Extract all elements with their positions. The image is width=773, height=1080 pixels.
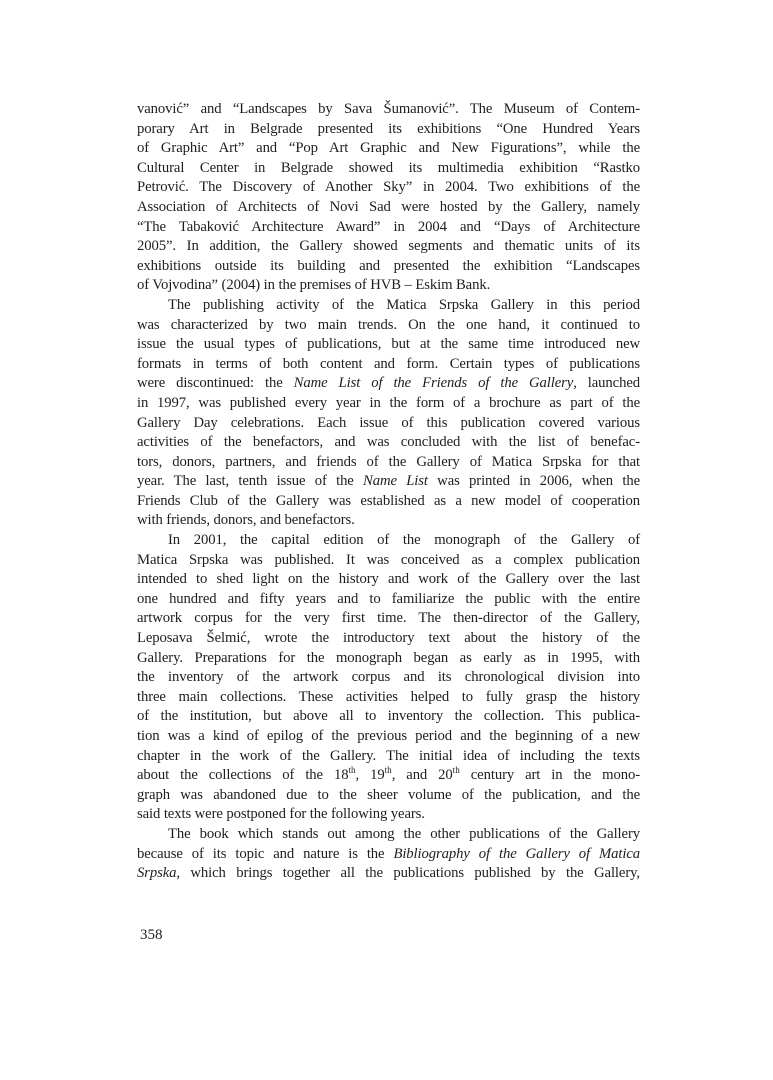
text-line [137,570,640,590]
text-segment: Gallery Day celebrations. Each issue of this publication covered various [137,414,640,431]
paragraph [137,296,640,531]
text-segment: intended to shed light on the history and work of the Gallery over the last [137,571,640,588]
text-segment: Association of Architects of Novi Sad were hosted by the Gallery, namely [137,198,640,215]
superscript-segment: th [348,765,356,776]
text-segment: of the institution, but above all to inventory the collection. This publica- [137,708,640,725]
superscript-segment: th [384,765,392,776]
text-line [137,159,640,179]
text-segment: “The Tabaković Architecture Award” in 2004 and “Days of Architecture [137,218,640,235]
text-segment: the inventory of the artwork corpus and its chronological division into [137,669,640,686]
text-line [137,276,640,296]
italic-segment: Bibliography of the Gallery of Matica [393,845,640,862]
text-line [137,825,640,845]
text-line [137,845,640,865]
text-segment: Leposava Šelmić, wrote the introductory text about the history of the [137,630,640,647]
text-segment: tion was a kind of epilog of the previous period and the beginning of a new [137,728,640,744]
text-segment: was characterized by two main trends. On the one hand, it continued to [137,316,640,333]
text-segment: about the collections of the 18 [137,767,349,784]
paragraph [137,825,640,884]
text-segment: Friends Club of the Gallery was established as a new model of cooperation [137,492,640,509]
text-line [137,707,640,727]
text-segment: Matica Srpska was published. It was conceived as a complex publication [137,551,640,568]
paragraph [137,100,640,296]
text-segment: of Vojvodina” (2004) in the premises of HVB – Eskim Bank. [137,277,491,294]
text-line [137,864,640,884]
text-segment: activities of the benefactors, and was concluded with the list of benefac- [137,434,640,451]
italic-segment: Name List of the Friends of the Gallery [293,375,574,392]
text-segment: graph was abandoned due to the sheer volume of the publication, and the [137,786,640,803]
text-segment: 2005”. In addition, the Gallery showed segments and thematic units of its [137,238,640,255]
text-line [137,590,640,610]
text-segment: one hundred and fifty years and to familiarize the public with the entire [137,590,640,607]
text-line [137,433,640,453]
text-segment: Petrović. The Discovery of Another Sky” in 2004. Two exhibitions of the [137,179,640,196]
text-line [137,316,640,336]
text-line [137,178,640,198]
text-line [137,139,640,159]
text-line [137,257,640,277]
page-number: 358 [140,927,163,943]
text-segment: chapter in the work of the Gallery. The initial idea of including the texts [137,747,640,764]
superscript-segment: th [452,765,460,776]
text-line [137,218,640,238]
document-body [137,100,640,884]
text-segment: with friends, donors, and benefactors. [137,512,355,529]
text-segment: Cultural Center in Belgrade showed its multimedia exhibition “Rastko [137,159,640,176]
text-segment: was printed in 2006, when the [427,473,640,490]
text-line [137,629,640,649]
text-segment: , launched [573,375,640,392]
text-segment: exhibitions outside its building and presented the exhibition “Landscapes [137,257,640,274]
text-segment: In 2001, the capital edition of the monograph of the Gallery of [168,532,640,549]
text-line [137,668,640,688]
text-line [137,394,640,414]
text-line [137,609,640,629]
text-line [137,786,640,806]
text-segment: year. The last, tenth issue of the [137,473,364,490]
text-segment: , and 20 [391,767,453,784]
text-segment: The publishing activity of the Matica Srpska Gallery in this period [168,296,640,313]
text-segment: porary Art in Belgrade presented its exhibitions “One Hundred Years [137,120,640,137]
text-segment: in 1997, was published every year in the form of a brochure as part of the [137,394,640,411]
text-line [137,805,640,825]
text-line [137,374,640,394]
text-segment: century art in the mono- [459,767,640,784]
paragraph [137,531,640,825]
text-segment: formats in terms of both content and form. Certain types of publications [137,355,640,372]
text-segment: were discontinued: the [137,375,294,392]
text-line [137,296,640,316]
italic-segment: Name List [363,473,428,490]
text-segment: vanović” and “Landscapes by Sava Šumanović”. The Museum of Contem- [137,101,640,117]
text-line [137,531,640,551]
text-line [137,453,640,473]
text-line [137,688,640,708]
text-line [137,551,640,571]
text-segment: The book which stands out among the other publications of the Gallery [168,825,640,842]
text-segment: issue the usual types of publications, but at the same time introduced new [137,336,640,353]
text-segment: because of its topic and nature is the [137,845,394,862]
text-line [137,492,640,512]
text-line [137,472,640,492]
text-line [137,727,640,747]
text-segment: , which brings together all the publications published by the Gallery, [176,865,640,882]
text-segment: artwork corpus for the very first time. The then-director of the Gallery, [137,610,640,627]
text-line [137,355,640,375]
text-line [137,335,640,355]
text-segment: , 19 [355,767,385,784]
text-line [137,414,640,434]
text-line [137,237,640,257]
text-line [137,120,640,140]
text-segment: Gallery. Preparations for the monograph began as early as in 1995, with [137,649,640,666]
text-segment: tors, donors, partners, and friends of the Gallery of Matica Srpska for that [137,453,640,470]
text-line [137,100,640,120]
text-line [137,198,640,218]
text-line [137,747,640,767]
text-segment: said texts were postponed for the following years. [137,806,425,823]
text-line [137,766,640,786]
text-segment: three main collections. These activities helped to fully grasp the history [137,688,640,705]
text-line [137,649,640,669]
text-line [137,511,640,531]
text-segment: of Graphic Art” and “Pop Art Graphic and New Figurations”, while the [137,140,640,157]
italic-segment: Srpska [137,865,177,882]
